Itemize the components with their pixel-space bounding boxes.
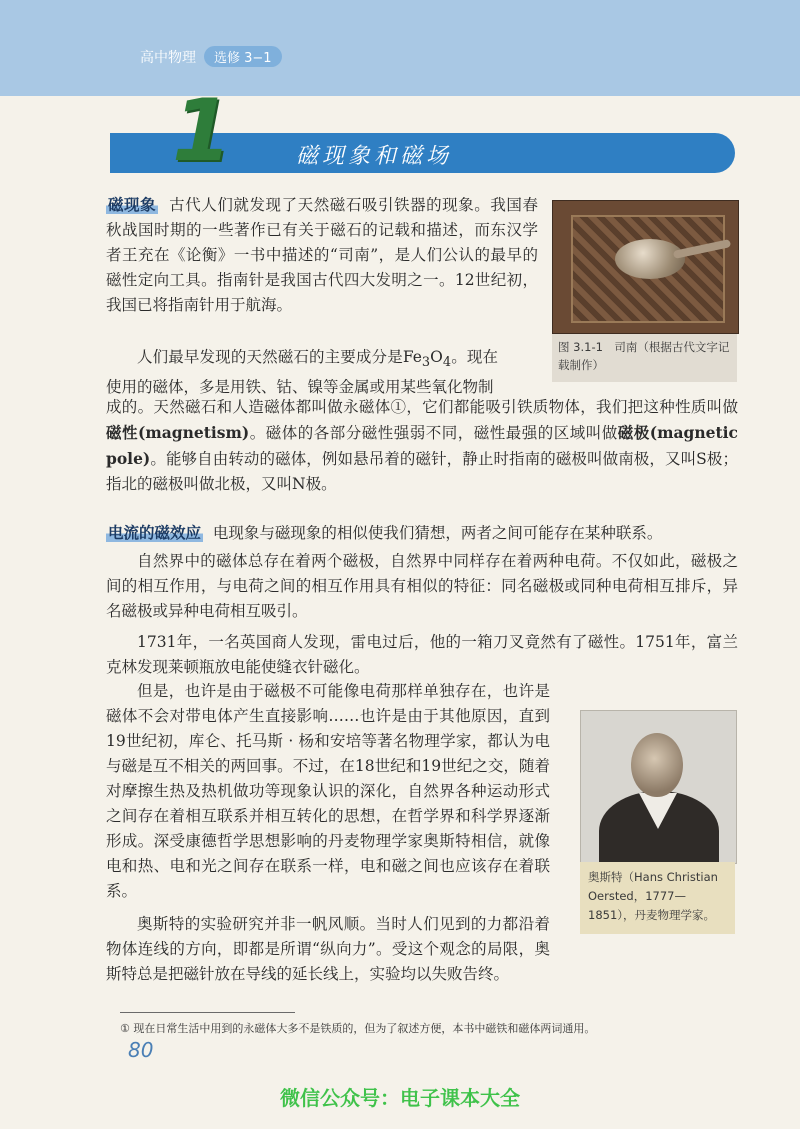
sinan-spoon <box>615 239 685 279</box>
section1-paragraph3 <box>106 395 738 497</box>
section2-paragraph4: 但是，也许是由于磁极不可能像电荷那样单独存在，也许是磁体不会对带电体产生直接影响……也许是由于其他原因，直到19世纪初，库仑、托马斯 · 杨和安培等著名物理学家，都认为电与磁是互不相关的两回事。不过，在18世纪和19世纪之交，随着对摩擦生热及热机做功等现象认识的深化，自然界各种运动形式之间存在着相互联系并相互转化的思想，在哲学界和科学界逐渐形成。深受康德哲学思想影响的丹麦物理学家奥斯特相信，就像电和热、电和光之间存在联系一样，电和磁之间也应该存在着联系。 <box>106 682 550 900</box>
section1-paragraph2 <box>106 345 498 400</box>
sub-3: 3 <box>421 355 431 371</box>
header-band <box>0 0 800 96</box>
section1-heading: 磁现象 <box>108 195 157 214</box>
p3-text-b: 。磁体的各部分磁性强弱不同，磁性最强的区域叫做 <box>249 424 618 442</box>
subject-label: 高中物理 <box>140 49 196 66</box>
section2-heading: 电流的磁效应 <box>108 523 202 542</box>
section2-paragraph1 <box>106 520 738 546</box>
figure2-caption: 奥斯特（Hans Christian Oersted，1777—1851），丹麦物理学家。 <box>580 862 735 934</box>
footnote-divider <box>120 1012 295 1013</box>
figure-sinan-image <box>552 200 739 334</box>
footnote: ① 现在日常生活中用到的永磁体大多不是铁质的，但为了叙述方便，本书中磁铁和磁体两词通用。 <box>120 1022 596 1035</box>
figure1-caption: 图 3.1-1 司南（根据古代文字记载制作） <box>552 334 737 382</box>
section2-paragraph3: 1731年，一名英国商人发现，雷电过后，他的一箱刀叉竟然有了磁性。1751年，富兰克林发现莱顿瓶放电能使缝衣针磁化。 <box>106 633 738 676</box>
figure-oersted-portrait <box>580 710 737 864</box>
section2-paragraph2: 自然界中的磁体总存在着两个磁极，自然界中同样存在着两种电荷。不仅如此，磁极之间的相互作用，与电荷之间的相互作用具有相似的特征：同名磁极或同种电荷相互排斥，异名磁极或异种电荷相互吸引。 <box>106 552 738 620</box>
section1-p1-text: 古代人们就发现了天然磁石吸引铁器的现象。我国春秋战国时期的一些著作已有关于磁石的记载和描述，而东汉学者王充在《论衡》一书中描述的“司南”，是人们公认的最早的磁性定向工具。指南针是我国古代四大发明之一。12世纪初，我国已将指南针用于航海。 <box>106 196 538 314</box>
course-badge: 选修 3−1 <box>204 46 282 67</box>
term-magnetic-pole: 磁极(magnetic pole) <box>106 423 738 468</box>
section2-p1-text: 电现象与磁现象的相似使我们猜想，两者之间可能存在某种联系。 <box>212 524 663 542</box>
page-number: 80 <box>128 1038 154 1062</box>
p2-text-b: 。现在使用的磁体，多是用铁、钴、镍等金属或用某些氧化物制 <box>106 348 498 397</box>
section2-paragraph5: 奥斯特的实验研究并非一帆风顺。当时人们见到的力都沿着物体连线的方向，即都是所谓“纵向力”。受这个观念的局限，奥斯特总是把磁针放在导线的延长线上，实验均以失败告终。 <box>106 915 550 983</box>
running-header <box>140 46 282 67</box>
p3-text-a: 成的。天然磁石和人造磁体都叫做永磁体①，它们都能吸引铁质物体，我们把这种性质叫做 <box>106 398 738 416</box>
chapter-title: 磁现象和磁场 <box>296 144 453 169</box>
chapter-number: 1 <box>172 81 232 181</box>
p2-text-a: 人们最早发现的天然磁石的主要成分是Fe <box>137 348 422 366</box>
portrait-face <box>631 733 683 797</box>
p3-text-c: 。能够自由转动的磁体，例如悬吊着的磁针，静止时指南的磁极叫做南极，又叫S极；指北的磁极叫做北极，又叫N极。 <box>106 450 738 493</box>
p2-o: O <box>430 348 443 366</box>
term-magnetism: 磁性(magnetism) <box>106 423 250 442</box>
section1-paragraph1 <box>106 192 538 318</box>
sub-4: 4 <box>442 355 452 371</box>
watermark: 微信公众号：电子课本大全 <box>280 1086 520 1110</box>
